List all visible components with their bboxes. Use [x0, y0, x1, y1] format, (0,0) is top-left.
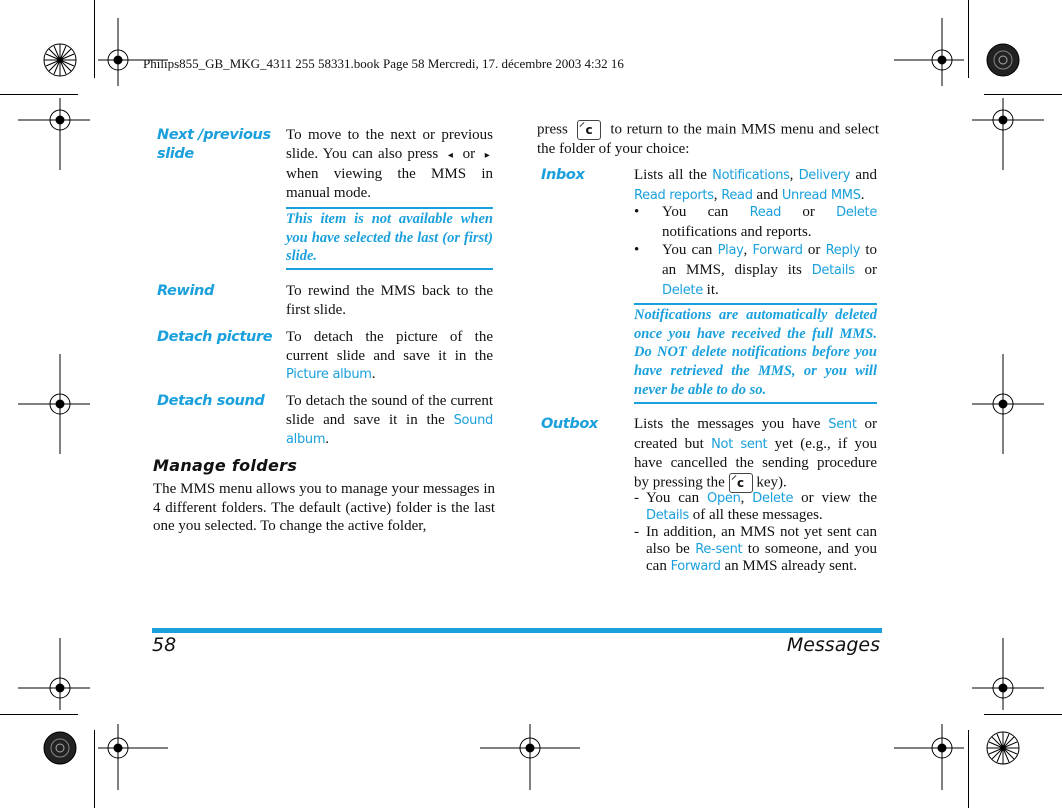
- desc-outbox: Lists the messages you have Sent or created but Not sent yet (e.g., if you have cancelled the sending procedure by pressing the c key).: [634, 415, 877, 493]
- term-inbox: Inbox: [541, 167, 585, 183]
- footer-rule: [152, 628, 882, 633]
- note-inbox: Notifications are automatically deleted once you have received the full MMS. Do NOT delete notifications before you have retrieved the MMS, or you will never be able to do so.: [634, 307, 877, 398]
- star-target-icon: [44, 44, 76, 76]
- note-next-previous: This item is not available when you have selected the last (or first) slide.: [286, 211, 493, 265]
- inbox-note-rule-bottom: [634, 402, 877, 404]
- inbox-bullets: [634, 203, 877, 301]
- desc-detach-sound: To detach the sound of the current slide and save it in the Sound album.: [286, 393, 493, 448]
- right-arrow-icon: ▸: [480, 149, 494, 161]
- term-next-previous-slide: Next /previous slide: [157, 127, 271, 162]
- right-intro: press c to return to the main MMS menu and select the folder of your choice:: [537, 121, 880, 157]
- list-item: - In addition, an MMS not yet sent can also be Re-sent to someone, and you can Forward an MMS already sent.: [634, 524, 877, 574]
- term-outbox: Outbox: [541, 416, 598, 432]
- c-key-icon: c: [577, 120, 601, 140]
- link-picture-album: Picture album: [286, 367, 372, 383]
- list-item: - You can Open, Delete or view the Details of all these messages.: [634, 490, 878, 523]
- footer-section-title: Messages: [786, 634, 880, 656]
- list-item: • You can Read or Delete notifications and reports.: [634, 204, 878, 240]
- link-sound-album: Sound album: [286, 412, 493, 448]
- print-header: Philips855_GB_MKG_4311 255 58331.book Page 58 Mercredi, 17. décembre 2003 4:32 16: [143, 56, 624, 71]
- term-detach-picture: Detach picture: [157, 329, 273, 345]
- list-item: • You can Play, Forward or Reply to an MMS, display its Details or Delete it.: [634, 242, 878, 298]
- term-rewind: Rewind: [157, 283, 214, 299]
- desc-next-previous-slide: To move to the next or previous slide. You can also press ◂ or ▸ when viewing the MMS in manual mode.: [286, 127, 494, 202]
- left-arrow-icon: ◂: [443, 149, 458, 161]
- outbox-list: [634, 490, 877, 575]
- section-title-manage-folders: Manage folders: [153, 456, 298, 475]
- inbox-note-rule-top: [634, 303, 877, 305]
- c-key-icon: c: [729, 473, 753, 493]
- desc-rewind: To rewind the MMS back to the first slide.: [286, 283, 493, 318]
- desc-inbox: Lists all the Notifications, Delivery and Read reports, Read and Unread MMS.: [634, 167, 878, 203]
- manage-folders-paragraph: The MMS menu allows you to manage your messages in 4 different folders. The default (active) folder is the last one you selected. To change the active folder,: [153, 481, 495, 535]
- registration-target-icon: [98, 18, 168, 86]
- desc-detach-picture: To detach the picture of the current slide and save it in the Picture album.: [286, 329, 493, 383]
- note-rule-bottom: [286, 268, 493, 270]
- term-detach-sound: Detach sound: [157, 393, 265, 409]
- note-rule-top: [286, 207, 493, 209]
- page-number: 58: [152, 634, 177, 656]
